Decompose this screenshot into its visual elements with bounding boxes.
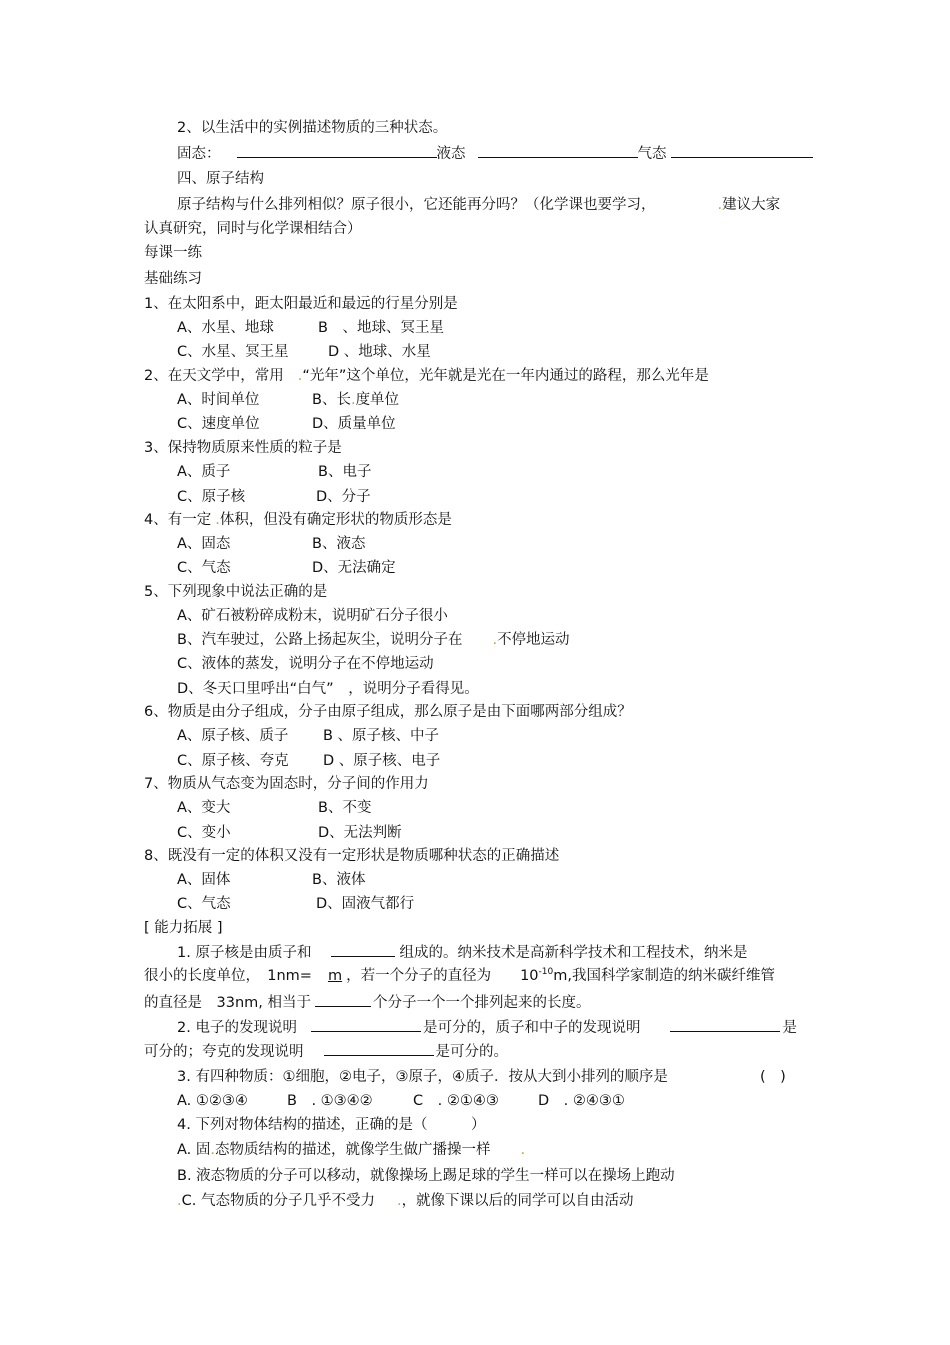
- option-d[interactable]: D、无法判断: [318, 825, 402, 841]
- ability-q2-line: 2. 电子的发现说明 是可分的，质子和中子的发现说明 是: [177, 1017, 797, 1037]
- option-c[interactable]: C、原子核: [177, 489, 246, 505]
- option-b[interactable]: B 、原子核、中子: [323, 728, 440, 744]
- option-c[interactable]: C、液体的蒸发，说明分子在不停地运动: [177, 656, 434, 672]
- basic-title: 基础练习: [144, 271, 202, 287]
- option-c[interactable]: C、气态: [177, 560, 231, 576]
- option-b[interactable]: B . ①③④②: [287, 1093, 373, 1109]
- option-a[interactable]: A、时间单位: [177, 392, 260, 408]
- paragraph-text-tail: 建议大家: [722, 197, 781, 213]
- option-d[interactable]: D . ②④③①: [538, 1093, 625, 1109]
- paragraph-line: 认真研究，同时与化学课相结合）: [144, 221, 362, 237]
- question-stem: 5、下列现象中说法正确的是: [144, 584, 328, 600]
- option-d[interactable]: D 、原子核、电子: [323, 753, 441, 769]
- option-c[interactable]: C、水星、冥王星: [177, 344, 289, 360]
- liquid-blank[interactable]: [478, 143, 638, 158]
- option-b[interactable]: B、液体: [312, 872, 366, 888]
- exercise-title: 每课一练: [144, 245, 202, 261]
- ability-q4-stem: 4. 下列对物体结构的描述，正确的是（ ）: [177, 1117, 486, 1133]
- option-a[interactable]: A、固体: [177, 872, 231, 888]
- fill-blank[interactable]: [670, 1017, 780, 1032]
- ability-title: [ 能力拓展 ]: [144, 920, 223, 936]
- solid-blank[interactable]: [237, 143, 437, 158]
- ability-q3-stem: 3. 有四种物质：①细胞，②电子，③原子，④质子．按从大到小排列的顺序是: [177, 1069, 668, 1085]
- question-stem: 1、在太阳系中，距太阳最近和最远的行星分别是: [144, 296, 458, 312]
- nm-unit-blank[interactable]: m: [327, 968, 343, 984]
- option-c[interactable]: C、气态: [177, 896, 231, 912]
- option-b[interactable]: B、电子: [318, 464, 372, 480]
- option-d[interactable]: D、固液气都行: [316, 896, 415, 912]
- option-a[interactable]: A、变大: [177, 800, 231, 816]
- ability-q1-line: 的直径是 33nm, 相当于 个分子一个一个排列起来的长度。: [144, 992, 590, 1012]
- fill-blank[interactable]: [331, 942, 395, 957]
- option-d[interactable]: D 、地球、水星: [328, 344, 431, 360]
- option-d[interactable]: D、质量单位: [312, 416, 396, 432]
- option-c[interactable]: .C. 气态物质的分子几乎不受力 .，就像下课以后的同学可以自由活动: [177, 1193, 634, 1209]
- paragraph-text: 原子结构与什么排列相似？原子很小，它还能再分吗？（化学课也要学习，: [177, 197, 656, 213]
- question-stem: 4、有一定 .体积，但没有确定形状的物质形态是: [144, 512, 452, 528]
- option-b[interactable]: B、长.度单位: [312, 392, 400, 408]
- option-a[interactable]: A、矿石被粉碎成粉末，说明矿石分子很小: [177, 608, 448, 624]
- question-stem: 6、物质是由分子组成，分子由原子组成，那么原子是由下面哪两部分组成？: [144, 704, 632, 720]
- option-d[interactable]: D、冬天口里呼出“白气” ，说明分子看得见。: [177, 681, 479, 697]
- ability-q2-line: 可分的；夸克的发现说明 是可分的。: [144, 1041, 508, 1061]
- option-b[interactable]: B 、地球、冥王星: [318, 320, 444, 336]
- liquid-label: 液态: [436, 146, 466, 162]
- option-b[interactable]: B. 液态物质的分子可以移动，就像操场上踢足球的学生一样可以在操场上跑动: [177, 1168, 675, 1184]
- states-fill-line: [177, 143, 813, 163]
- question-heading: 2、以生活中的实例描述物质的三种状态。: [177, 120, 448, 136]
- gas-blank[interactable]: [671, 143, 813, 158]
- option-b[interactable]: B、汽车驶过，公路上扬起灰尘，说明分子在 .不停地运动: [177, 632, 570, 648]
- answer-paren[interactable]: ( ): [760, 1069, 786, 1085]
- fill-blank[interactable]: [324, 1041, 434, 1056]
- ability-q1-line: 很小的长度单位， 1nm= m ，若一个分子的直径为 $10^{-10}m$,我国科学家制造的纳米碳纤维管: [144, 967, 775, 984]
- section-title: 四、原子结构: [177, 171, 264, 187]
- option-a[interactable]: A. 固.态物质结构的描述，就像学生做广播操一样 .: [177, 1142, 526, 1158]
- option-c[interactable]: C、变小: [177, 825, 231, 841]
- question-stem: 2、在天文学中，常用 .“光年”这个单位，光年就是光在一年内通过的路程，那么光年是: [144, 368, 709, 384]
- option-a[interactable]: A、水星、地球: [177, 320, 274, 336]
- option-b[interactable]: B、液态: [312, 536, 366, 552]
- question-stem: 3、保持物质原来性质的粒子是: [144, 440, 342, 456]
- solid-label: 固态：: [177, 146, 221, 162]
- option-a[interactable]: A、质子: [177, 464, 231, 480]
- question-stem: 7、物质从气态变为固态时，分子间的作用力: [144, 776, 429, 792]
- ability-q1-line: 1. 原子核是由质子和 组成的。纳米技术是高新科学技术和工程技术，纳米是: [177, 942, 747, 962]
- option-c[interactable]: C、原子核、夸克: [177, 753, 289, 769]
- option-a[interactable]: A. ①②③④: [177, 1093, 248, 1109]
- option-c[interactable]: C、速度单位: [177, 416, 260, 432]
- gas-label: 气态: [637, 146, 667, 162]
- option-a[interactable]: A、原子核、质子: [177, 728, 289, 744]
- option-c[interactable]: C . ②①④③: [413, 1093, 499, 1109]
- fill-blank[interactable]: [311, 1017, 421, 1032]
- option-d[interactable]: D、无法确定: [312, 560, 396, 576]
- option-b[interactable]: B、不变: [318, 800, 372, 816]
- question-stem: 8、既没有一定的体积又没有一定形状是物质哪种状态的正确描述: [144, 848, 560, 864]
- option-d[interactable]: D、分子: [316, 489, 371, 505]
- paragraph-line: 原子结构与什么排列相似？原子很小，它还能再分吗？（化学课也要学习， .建议大家: [177, 197, 781, 213]
- option-a[interactable]: A、固态: [177, 536, 231, 552]
- fill-blank[interactable]: [315, 992, 371, 1007]
